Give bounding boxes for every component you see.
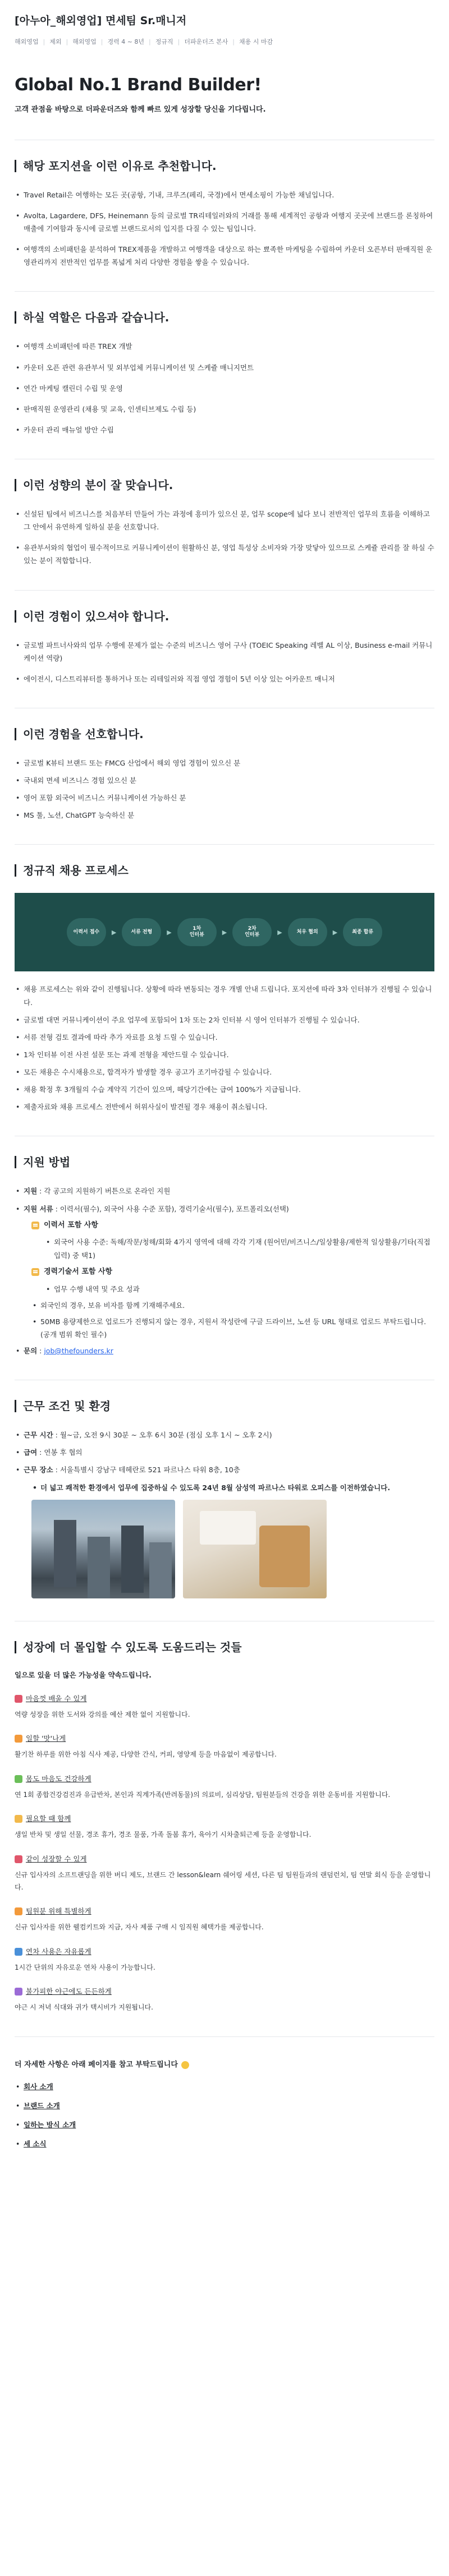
title-bar <box>15 1641 16 1653</box>
benefit-icon <box>15 1948 22 1956</box>
requirements-list <box>15 639 434 685</box>
arrow-icon: ▶ <box>222 928 227 936</box>
list-item: • 여행객 소비패턴에 따른 TREX 개발 <box>15 340 434 353</box>
process-step: 처우 협의 <box>288 918 327 946</box>
section-title <box>15 861 434 879</box>
benefit-item <box>15 1946 434 1974</box>
benefit-title: 불가피한 야근에도 든든하게 <box>26 1987 112 1996</box>
list-item <box>15 1463 434 1476</box>
benefit-title: 마음껏 배울 수 있게 <box>26 1694 87 1703</box>
preferred-list <box>15 757 434 822</box>
list-item: • MS 툴, 노션, ChatGPT 능숙하신 분 <box>15 809 434 822</box>
section-title-text: 하실 역할은 다음과 같습니다. <box>23 311 169 325</box>
section-title <box>15 607 434 625</box>
list-item: • 글로벌 파트너사와의 업무 수행에 문제가 없는 수준의 비즈니스 영어 구사 (TOEIC Speaking 레벨 AL 이상, Business e-mail 커뮤니케이션 역량) <box>15 639 434 665</box>
job-tag: 해외영업 <box>72 38 97 46</box>
section-title <box>15 725 434 743</box>
company-intro-link[interactable]: 회사 소개 <box>24 2082 53 2091</box>
arrow-icon: ▶ <box>167 928 172 936</box>
benefit-icon <box>15 1988 22 1996</box>
process-step: 서류 전형 <box>122 918 161 946</box>
hero-title: Global No.1 Brand Builder! <box>15 75 262 95</box>
benefit-body: 1시간 단위의 자유로운 연차 사용이 가능합니다. <box>15 1963 155 1971</box>
list-item <box>15 1185 434 1197</box>
resume-list <box>31 1236 434 1261</box>
tag-separator: | <box>43 38 45 46</box>
benefit-head <box>15 1813 434 1824</box>
section-title-text: 이런 성향의 분이 잘 맞습니다. <box>23 478 173 492</box>
section-title <box>15 308 434 326</box>
growth-items <box>15 1693 434 2014</box>
process-step: 1차 인터뷰 <box>177 918 217 946</box>
more-heading <box>15 2059 434 2071</box>
process-step: 이력서 접수 <box>67 918 106 946</box>
list-item: • 업무 수행 내역 및 주요 성과 <box>45 1283 434 1296</box>
benefit-item <box>15 1773 434 1801</box>
list-item: • 채용 프로세스는 위와 같이 진행됩니다. 상황에 따라 변동되는 경우 개별 안내 드립니다. 포지션에 따라 3차 인터뷰가 진행될 수 있습니다. <box>15 983 434 1008</box>
growth-subtitle: 일으로 있을 더 많은 가능성을 약속드립니다. <box>15 1670 152 1679</box>
contact-list <box>15 1344 434 1357</box>
section-apply <box>15 1136 434 1357</box>
benefit-head <box>15 1986 434 1997</box>
apply-docs-text: : 이력서(필수), 외국어 사용 수준 포함), 경력기술서(필수), 포트폴리오(선택) <box>53 1204 289 1213</box>
section-title-text: 정규직 채용 프로세스 <box>23 864 129 878</box>
title-bar <box>15 728 16 740</box>
tag-separator: | <box>100 38 103 46</box>
list-item: • 연간 마케팅 캘린더 수립 및 운영 <box>15 382 434 395</box>
list-item: • 글로벌 대면 커뮤니케이션이 주요 업무에 포함되어 1차 또는 2차 인터뷰 시 영어 인터뷰가 진행될 수 있습니다. <box>15 1013 434 1026</box>
list-item: • 외국어 사용 수준: 독해/작문/청해/회화 4가지 영역에 대해 각각 기재 (원어민/비즈니스/일상활용/제한적 일상활용/기타(직접 입력) 중 택1) <box>45 1236 434 1261</box>
section-title <box>15 1153 434 1171</box>
work-style-link[interactable]: 일하는 방식 소개 <box>24 2120 76 2129</box>
process-notes <box>15 983 434 1113</box>
title-bar <box>15 864 16 877</box>
apply-details <box>15 1220 434 1341</box>
title-bar <box>15 1400 16 1412</box>
work-list <box>15 1428 434 1476</box>
apply-docs-label: 지원 서류 <box>24 1204 53 1213</box>
list-icon <box>31 1222 39 1229</box>
section-title <box>15 157 434 175</box>
place-text: : 서울특별시 강남구 테헤란로 521 파르나스 타워 8층, 10층 <box>53 1466 240 1474</box>
benefit-body: 활기찬 하루를 위한 아침 식사 제공, 다양한 간식, 커피, 영양제 등을 마음없이 제공합니다. <box>15 1750 277 1759</box>
list-item: • 외국인의 경우, 보유 비자를 함께 기재해주세요. <box>31 1299 434 1312</box>
benefit-icon <box>15 1775 22 1783</box>
apply-method-label: 지원 <box>24 1187 38 1196</box>
list-icon <box>31 1268 39 1276</box>
job-tag: 채용 시 마감 <box>239 38 273 46</box>
section-fit <box>15 459 434 568</box>
benefit-head <box>15 1733 434 1744</box>
tag-separator: | <box>177 38 180 46</box>
apply-method-text: : 각 공고의 지원하기 버튼으로 온라인 지원 <box>37 1187 171 1196</box>
benefit-body: 연 1회 종합건강검진과 유급반차, 본인과 직계가족(반려동물)의 의료비, 심리상담, 팀원분들의 건강을 위한 운동비를 지원합니다. <box>15 1790 391 1799</box>
tasks-list <box>15 340 434 436</box>
process-step: 최종 합류 <box>343 918 382 946</box>
list-item <box>15 2139 434 2150</box>
office-note-list <box>31 1481 434 1494</box>
office-note: • 더 넓고 쾌적한 환경에서 업무에 집중하실 수 있도록 24년 8월 삼성역 파르나스 타워로 오피스를 이전하였습니다. <box>31 1481 434 1494</box>
list-item: • 50MB 용량제한으로 업로드가 진행되지 않는 경우, 지원서 작성란에 구글 드라이브, 노션 등 URL 형태로 업로드 부탁드립니다. (공개 범위 확인 필수) <box>31 1315 434 1341</box>
section-process <box>15 844 434 1113</box>
apply-list <box>15 1185 434 1215</box>
list-item: • Travel Retail은 여행하는 모든 곳(공항, 기내, 크루즈(페리, 국경)에서 면세소핑이 가능한 채널입니다. <box>15 188 434 201</box>
benefit-title: 같이 성장할 수 있게 <box>26 1855 87 1863</box>
job-tag: 제외 <box>49 38 62 46</box>
benefit-item <box>15 1813 434 1841</box>
section-title-text: 지원 방법 <box>23 1155 71 1169</box>
pay-label: 급여 <box>24 1448 38 1457</box>
benefit-item <box>15 1906 434 1934</box>
job-tag: 해외영업 <box>15 38 39 46</box>
job-tag: 경력 4 ~ 8년 <box>107 38 145 46</box>
section-title-text: 근무 조건 및 환경 <box>23 1399 111 1413</box>
benefit-item <box>15 1986 434 2014</box>
why-list <box>15 188 434 269</box>
fit-list <box>15 508 434 568</box>
section-work <box>15 1380 434 1598</box>
benefit-body: 신규 입사자를 위한 웰컴키트와 지금, 자사 제품 구매 시 임직원 혜택가를 제공합니다. <box>15 1923 264 1932</box>
list-item <box>15 1446 434 1459</box>
list-item: • 글로벌 K뷰티 브랜드 또는 FMCG 산업에서 해외 영업 경험이 있으신 분 <box>15 757 434 769</box>
section-growth <box>15 1621 434 2014</box>
title-bar <box>15 1156 16 1168</box>
list-item: • 유관부서와의 협업이 필수적이므로 커뮤니케이션이 원활하신 분, 영업 특성상 소비자와 가장 맞닿아 있으므로 스케쥴 관리를 잘 하실 수 있는 분이 적합합니다. <box>15 541 434 567</box>
resume-head <box>31 1220 434 1232</box>
job-title: [아누아_해외영업] 면세팀 Sr.매니저 <box>15 15 187 27</box>
news-link[interactable]: 세 소식 <box>24 2139 47 2148</box>
office-note-wrap <box>15 1481 434 1598</box>
section-tasks <box>15 291 434 436</box>
more-links <box>15 2081 434 2150</box>
list-item: • 국내외 면세 비즈니스 경험 있으신 분 <box>15 774 434 787</box>
section-title <box>15 1397 434 1415</box>
hero-subtitle: 고객 관점을 바탕으로 더파운더즈와 함께 빠르 있게 성장할 당신을 기다립니다. <box>15 105 266 114</box>
benefit-head <box>15 1854 434 1865</box>
title-bar <box>15 160 16 172</box>
process-step: 2차 인터뷰 <box>232 918 272 946</box>
office-building-photo <box>31 1500 175 1598</box>
section-why <box>15 140 434 269</box>
benefit-title: 일할 '맛'나게 <box>26 1734 66 1743</box>
title-bar <box>15 311 16 324</box>
benefit-title: 연차 사용은 자유롭게 <box>26 1947 91 1956</box>
place-label: 근무 장소 <box>24 1466 53 1474</box>
list-item: • 서류 전형 검토 결과에 따라 추가 자료를 요청 드릴 수 있습니다. <box>15 1031 434 1044</box>
benefit-icon <box>15 1695 22 1703</box>
list-item <box>15 1202 434 1215</box>
extra-list <box>31 1299 434 1341</box>
contact-email-link[interactable]: job@thefounders.kr <box>44 1347 113 1355</box>
arrow-icon: ▶ <box>111 928 117 936</box>
tag-separator: | <box>232 38 235 46</box>
benefit-icon <box>15 1815 22 1823</box>
list-item: • 채용 확정 후 3개월의 수습 계약직 기간이 있으며, 해당기간에는 급여 100%가 지급됩니다. <box>15 1083 434 1096</box>
list-item <box>15 2081 434 2093</box>
brand-intro-link[interactable]: 브랜드 소개 <box>24 2101 60 2110</box>
tag-separator: | <box>149 38 151 46</box>
list-item: • 1차 인터뷰 이전 사전 설문 또는 과제 전형을 제안드릴 수 있습니다. <box>15 1048 434 1061</box>
more-heading-text: 더 자세한 사항은 아래 페이지를 참고 부탁드립니다 <box>15 2060 178 2069</box>
title-bar <box>15 479 16 491</box>
list-item: • 여행객의 소비패턴을 분석하여 TREX제품을 개발하고 여행객을 대상으로 하는 뾰족한 마케팅을 수립하여 카운터 오픈부터 판매직원 운영관리까지 전반적인 업무를 폭넓게 처리 다양한 경험을 쌓을 수 있습니다. <box>15 243 434 269</box>
smile-icon <box>181 2061 189 2069</box>
benefit-icon <box>15 1855 22 1863</box>
list-item: • 신설된 팀에서 비즈니스를 처음부터 만들어 가는 과정에 흥미가 있으신 분, 업무 scope에 넓다 보니 전반적인 업무의 흐름을 이해하고 그 안에서 유연하게 일하실 분을 선호합니다. <box>15 508 434 533</box>
list-item: • 에이전시, 디스트리뷰터를 통하거나 또는 리테일러와 직접 영업 경험이 5년 이상 있는 어카운트 매니저 <box>15 672 434 685</box>
benefit-icon <box>15 1907 22 1915</box>
tag-separator: | <box>66 38 68 46</box>
section-more <box>15 2036 434 2150</box>
hours-text: : 월~금, 오전 9시 30분 ~ 오후 6시 30분 (점심 오후 1시 ~ 오후 2시) <box>53 1431 272 1440</box>
contact-separator: : <box>37 1347 44 1355</box>
list-item: • 영어 포함 외국어 비즈니스 커뮤니케이션 가능하신 분 <box>15 791 434 804</box>
benefit-head <box>15 1946 434 1957</box>
section-title <box>15 476 434 494</box>
arrow-icon: ▶ <box>332 928 338 936</box>
benefit-title: 필요할 때 함께 <box>26 1814 71 1823</box>
list-item: • 카운터 오픈 관련 유관부서 및 외부업체 커뮤니케이션 및 스케쥴 매니지먼트 <box>15 361 434 374</box>
benefit-body: 야근 시 저녁 식대와 귀가 택시비가 지원됩니다. <box>15 2003 153 2012</box>
title-bar <box>15 610 16 623</box>
benefit-head <box>15 1773 434 1785</box>
job-tag: 정규직 <box>155 38 173 46</box>
hours-label: 근무 시간 <box>24 1431 53 1440</box>
benefit-body: 생일 반차 및 생일 선물, 경조 휴가, 경조 물품, 가족 돌봄 휴가, 육아기 시차출퇴근제 등을 운영합니다. <box>15 1831 311 1839</box>
section-title <box>15 1638 434 1656</box>
career-list <box>31 1283 434 1296</box>
section-title-text: 이런 경험을 선호합니다. <box>23 727 144 741</box>
list-item: • 판매직원 운영관리 (채용 및 교육, 인센티브제도 수립 등) <box>15 403 434 416</box>
list-item: • 제출자료와 채용 프로세스 전반에서 허위사실이 발견될 경우 채용이 취소됩니다. <box>15 1100 434 1113</box>
benefit-head <box>15 1693 434 1704</box>
contact-label: 문의 <box>24 1347 38 1355</box>
benefit-item <box>15 1693 434 1721</box>
office-photos <box>31 1500 434 1598</box>
list-item: • 카운터 관리 매뉴얼 방안 수립 <box>15 423 434 436</box>
benefit-title: 팀원분 위해 특별하게 <box>26 1907 91 1916</box>
section-title-text: 해당 포지션을 이런 이유로 추천합니다. <box>23 159 217 173</box>
career-head-text: 경력기술서 포함 사항 <box>44 1267 113 1276</box>
office-interior-photo <box>183 1500 327 1598</box>
benefit-title: 몸도 마음도 건강하게 <box>26 1774 91 1783</box>
list-item <box>15 1428 434 1441</box>
arrow-icon: ▶ <box>277 928 282 936</box>
job-tag: 더파운더즈 본사 <box>184 38 228 46</box>
career-head <box>31 1266 434 1278</box>
pay-text: : 연봉 후 협의 <box>37 1448 83 1457</box>
list-item <box>15 2100 434 2112</box>
benefit-item <box>15 1733 434 1761</box>
benefit-body: 신규 입사자의 소프트랜딩을 위한 버디 제도, 브랜드 간 lesson&learn 쉐어링 세션, 다른 팀 팀원들과의 랜덤런치, 팀 연말 회식 등을 운영합니다. <box>15 1871 431 1891</box>
benefit-head <box>15 1906 434 1917</box>
list-item: • 모든 채용은 수시채용으로, 합격자가 발생할 경우 공고가 조기마감될 수 있습니다. <box>15 1066 434 1079</box>
benefit-icon <box>15 1735 22 1743</box>
section-requirements <box>15 590 434 685</box>
benefit-item <box>15 1854 434 1893</box>
section-title-text: 성장에 더 몰입할 수 있도록 도움드리는 것들 <box>23 1640 242 1654</box>
list-item <box>15 2119 434 2131</box>
process-diagram <box>15 893 434 971</box>
resume-head-text: 이력서 포함 사항 <box>44 1220 98 1229</box>
section-title-text: 이런 경험이 있으셔야 합니다. <box>23 609 169 623</box>
list-item <box>15 1344 434 1357</box>
section-preferred <box>15 708 434 822</box>
list-item: • Avolta, Lagardere, DFS, Heinemann 등의 글로벌 TR리테일러와의 거래를 통해 세계적인 공항과 여행지 곳곳에 브랜드를 론칭하여 매출에 기여함과 동시에 글로벌 브랜드로서의 입지를 다질 수 있는 팀입니다. <box>15 209 434 235</box>
job-tags <box>15 37 434 47</box>
benefit-body: 역량 성장을 위한 도서와 강의를 예산 제한 없이 지원합니다. <box>15 1710 190 1718</box>
